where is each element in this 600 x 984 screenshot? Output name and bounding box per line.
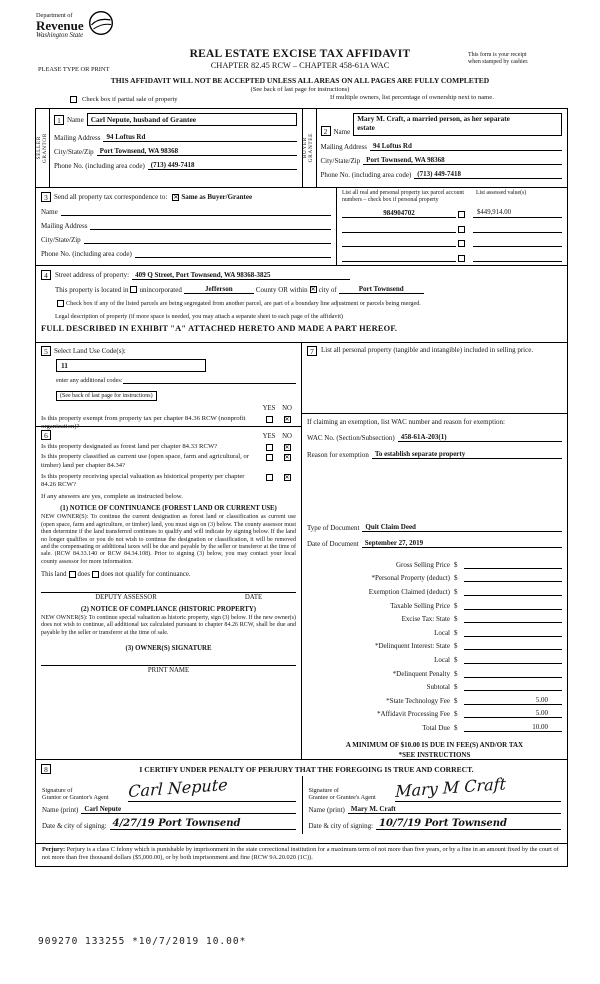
dollar-sign: $ <box>454 642 458 651</box>
reason-for-exemption-field[interactable]: To establish separate property <box>372 450 562 459</box>
parcel-numbers-header: List all real and personal property tax parcel account numbers – check box if personal property <box>342 190 465 203</box>
section-4-number: 4 <box>41 270 51 280</box>
parcel-number-field-3[interactable] <box>342 238 456 247</box>
additional-codes-field[interactable] <box>123 375 297 384</box>
current-use-no-checkbox[interactable]: ✕ <box>284 454 290 462</box>
grantee-signature-block <box>302 776 568 834</box>
buyer-vertical-label: BUYER <box>302 137 309 159</box>
logo-text-washington: Washington State <box>36 32 84 39</box>
grantee-mailing-field[interactable]: 94 Loftus Rd <box>370 142 562 151</box>
section-2-number: 2 <box>321 126 331 136</box>
fee-row-total-due <box>307 723 562 732</box>
grantor-name-label: Name <box>67 115 84 124</box>
fee-value-field[interactable] <box>464 587 562 596</box>
fee-row-state-technology-fee <box>307 696 562 705</box>
minimum-fee-note: A MINIMUM OF $10.00 IS DUE IN FEE(S) AND/OR TAX <box>345 741 524 749</box>
correspondence-name-field[interactable] <box>61 207 331 216</box>
assessed-value-field-3[interactable] <box>473 238 562 247</box>
receipt-note-line1: This form is your receipt <box>468 52 527 58</box>
dollar-sign: $ <box>454 696 458 705</box>
seller-vertical-label: SELLER <box>35 136 42 160</box>
grantee-date-city-field[interactable]: 10/7/19 Port Townsend <box>376 818 561 830</box>
parcel-number-field-1[interactable]: 984904702 <box>342 209 456 218</box>
current-use-question-row <box>41 453 296 470</box>
fee-row-subtotal <box>307 682 562 691</box>
grantee-signature-field[interactable] <box>394 774 562 802</box>
personal-property-list-label: List all personal property (tangible and intangible) included in selling price. <box>321 346 534 354</box>
receipt-note-line2: when stamped by cashier. <box>468 59 529 66</box>
fee-value-field[interactable]: 5.00 <box>464 696 562 705</box>
dollar-sign: $ <box>454 601 458 610</box>
deputy-assessor-line <box>41 592 296 601</box>
certify-statement: I CERTIFY UNDER PENALTY OF PERJURY THAT THE FOREGOING IS TRUE AND CORRECT. <box>139 764 474 774</box>
grantee-side-strip <box>303 109 317 187</box>
land-use-code-field[interactable]: 11 <box>56 359 206 372</box>
forest-land-yes-checkbox[interactable] <box>266 444 273 451</box>
current-use-question: Is this property classified as current use (open space, farm and agricultural, or timber) land per chapter 84.34? <box>41 453 249 469</box>
perjury-notice <box>36 843 567 866</box>
fee-label: Exemption Claimed (deduct) <box>368 588 450 597</box>
perjury-label: Perjury: <box>42 846 66 853</box>
exempt-no-checkbox[interactable]: ✕ <box>284 415 290 423</box>
no-header: NO <box>282 405 292 412</box>
section-6-number: 6 <box>41 430 51 440</box>
fee-value-field[interactable] <box>464 601 562 610</box>
this-land-label: This land <box>41 571 67 578</box>
assessed-value-field-1[interactable]: $449,914.00 <box>473 209 562 218</box>
unincorporated-checkbox[interactable] <box>130 286 137 293</box>
county-field[interactable]: Jefferson <box>184 285 254 294</box>
fee-row-personal-property-deduct <box>307 573 562 582</box>
assessed-value-field-2[interactable] <box>473 224 562 233</box>
date-of-document-label: Date of Document <box>307 540 359 549</box>
sections-5-6-7 <box>36 342 567 759</box>
type-of-document-label: Type of Document <box>307 524 360 533</box>
historical-yes-checkbox[interactable] <box>266 474 273 481</box>
dollar-sign: $ <box>454 710 458 719</box>
deputy-assessor-label: DEPUTY ASSESSOR <box>95 594 157 601</box>
exempt-question-label: Is this property exempt from property tax per chapter 84.36 RCW (nonprofit organization)? <box>41 414 246 430</box>
land-qualify-row <box>41 571 296 578</box>
fee-value-field[interactable]: 5.00 <box>464 709 562 718</box>
grantee-signature-label-line1: Signature of <box>308 786 339 794</box>
grantor-mailing-field[interactable]: 94 Loftus Rd <box>103 133 296 142</box>
correspondence-phone-field[interactable] <box>135 249 331 258</box>
grantee-section <box>302 109 568 187</box>
assessed-values-header: List assessed value(s) <box>476 190 527 196</box>
wac-number-field[interactable]: 458-61A-203(1) <box>398 433 562 442</box>
same-as-buyer-label: Same as Buyer/Grantee <box>181 193 253 201</box>
grantor-grantee-sections <box>36 109 567 187</box>
fee-label: *Personal Property (deduct) <box>371 574 450 583</box>
fee-value-field[interactable] <box>464 628 562 637</box>
cashier-stamp: 909270 133255 *10/7/2019 10.00* <box>38 936 247 947</box>
notice-of-continuance-text: NEW OWNER(S): To continue the current designation as forest land or classification as current use (open space, farm and agriculture, or timber) land, you must sign on (3) below. The county assessor must then determine if the land transferred continues to qualify and will indicate by signing below. If the land no longer qualifies or you do not wish to continue the designation or classification, it will be removed and the compensating or additional taxes will be due and payable by the seller or transferor at the time of sale. (RCW 84.33.140 or RCW 84.34.108). Prior to signing (3) below, you may contact your local county assessor for more information. <box>41 514 296 565</box>
fee-value-field[interactable] <box>464 669 562 678</box>
parcel-row-2 <box>342 224 562 233</box>
personal-property-checkbox-4[interactable] <box>458 255 465 262</box>
yes-header: YES <box>262 405 276 412</box>
grantee-mailing-label: Mailing Address <box>320 142 367 151</box>
type-of-document-field[interactable]: Quit Claim Deed <box>362 523 562 532</box>
grantee-signature-label <box>309 787 395 803</box>
fee-value-field[interactable] <box>464 560 562 569</box>
section-1-number: 1 <box>54 115 64 125</box>
additional-codes-label: enter any additional codes: <box>56 377 123 384</box>
exempt-yes-checkbox[interactable] <box>266 416 273 423</box>
yes-header-6: YES <box>262 433 276 440</box>
parcel-number-field-2[interactable] <box>342 224 456 233</box>
section-8 <box>36 759 567 843</box>
fee-value-field[interactable]: 10.00 <box>464 723 562 732</box>
fee-value-field[interactable] <box>464 573 562 582</box>
same-as-buyer-checkbox[interactable]: ✕ <box>173 193 179 201</box>
section-6 <box>36 427 301 759</box>
parcel-number-field-4[interactable] <box>342 253 456 262</box>
fee-label: Excise Tax: State <box>401 615 450 624</box>
form-chapter: CHAPTER 82.45 RCW – CHAPTER 458-61A WAC <box>210 61 390 70</box>
dollar-sign: $ <box>454 683 458 692</box>
historical-question-row <box>41 473 296 490</box>
dollar-sign: $ <box>454 615 458 624</box>
section-5-number: 5 <box>41 346 51 356</box>
grantor-citystatezip-label: City/State/Zip <box>54 148 94 156</box>
does-qualify-checkbox[interactable] <box>69 571 76 578</box>
section-8-number: 8 <box>41 764 51 774</box>
located-in-label: This property is located in <box>55 285 129 294</box>
fee-row-exemption-claimed <box>307 587 562 596</box>
grantor-side-strip <box>36 109 50 187</box>
grantee-signature-label-line2: Grantee or Grantee's Agent <box>308 794 376 802</box>
if-yes-note: If any answers are yes, complete as instructed below. <box>41 493 183 501</box>
grantee-citystatezip-field[interactable]: Port Townsend, WA 98368 <box>363 156 562 165</box>
grantor-signature-label-line1: Signature of <box>42 786 73 794</box>
grantor-date-city-field[interactable]: 4/27/19 Port Townsend <box>110 818 296 830</box>
grantee-citystatezip-label: City/State/Zip <box>320 156 361 165</box>
notice-of-compliance-text: NEW OWNER(S): To continue special valuation as historic property, sign (3) below. If the new owner(s) does not wish to continue, all additional tax calculated pursuant to chapter 84.26 RCW, shall be due and payable by the seller or transferor at the time of sale. <box>41 615 296 636</box>
wac-number-label: WAC No. (Section/Subsection) <box>307 433 395 442</box>
forest-land-question: Is this property designated as forest land per chapter 84.33 RCW? <box>41 442 218 450</box>
grantee-name-print-label: Name (print) <box>308 806 345 814</box>
correspondence-citystatezip-label: City/State/Zip <box>41 236 81 244</box>
receipt-note <box>468 52 570 67</box>
personal-property-checkbox-2[interactable] <box>458 226 465 233</box>
grantor-phone-label: Phone No. (including area code) <box>54 162 145 170</box>
send-correspondence-label: Send all property tax correspondence to: <box>54 193 168 201</box>
partial-sale-label: Check box if partial sale of property <box>82 96 178 103</box>
affidavit-form <box>35 108 568 867</box>
perjury-text: Perjury is a class C felony which is punishable by imprisonment in the state correctional institution for a maximum term of not more than five years, or by a fine in an amount fixed by the court of not more than five thousand dollars ($5,000.00), or by both imprisonment and fine (RCW 9A.20.020 (1C)). <box>42 846 559 862</box>
grantee-vertical-label: GRANTEE <box>308 133 314 163</box>
current-use-yes-checkbox[interactable] <box>266 454 273 461</box>
grantor-name-field[interactable]: Carl Nepute, husband of Grantee <box>87 113 297 126</box>
forest-land-no-checkbox[interactable]: ✕ <box>284 443 290 451</box>
fee-row-excise-tax-state <box>307 614 562 623</box>
city-field[interactable]: Port Townsend <box>339 285 424 294</box>
grantee-phone-label: Phone No. (including area code) <box>320 170 412 179</box>
fee-row-delinquent-interest-state <box>307 641 562 650</box>
fee-label: Subtotal <box>426 683 450 692</box>
dollar-sign: $ <box>454 560 458 569</box>
grantor-mailing-label: Mailing Address <box>54 134 101 142</box>
segregated-checkbox[interactable] <box>57 300 64 307</box>
section-7 <box>302 343 567 759</box>
fee-label: *Delinquent Penalty <box>392 669 450 678</box>
grantee-signature: Mary M Craft <box>394 774 506 801</box>
dollar-sign: $ <box>454 574 458 583</box>
dollar-sign: $ <box>454 588 458 597</box>
fee-label: *State Technology Fee <box>386 696 450 705</box>
section-4 <box>36 265 567 342</box>
dollar-sign: $ <box>454 724 458 732</box>
reason-for-exemption-label: Reason for exemption <box>307 450 369 459</box>
legal-description-label: Legal description of property (if more space is needed, you may attach a separate sheet to each page of the affidavit) <box>55 312 343 320</box>
fee-label: Taxable Selling Price <box>390 601 450 610</box>
grantor-section <box>36 109 302 187</box>
city-of-label: city of <box>318 285 337 294</box>
fee-value-field[interactable] <box>464 614 562 623</box>
fee-value-field[interactable] <box>464 682 562 691</box>
grantee-name-line1: Mary M. Craft, a married person, as her separate <box>357 115 510 123</box>
segregated-label: Check box if any of the listed parcels are being segregated from another parcel, are part of a boundary line adjustment or parcels being merged. <box>66 300 421 307</box>
grantor-vertical-label: GRANTOR <box>41 132 48 164</box>
multiple-owners-note: If multiple owners, list percentage of ownership next to name. <box>330 94 494 101</box>
fee-table <box>302 555 567 732</box>
partial-sale-row <box>68 96 178 103</box>
see-instructions-note: *SEE INSTRUCTIONS <box>398 751 471 759</box>
does-label: does <box>77 571 90 578</box>
fee-row-gross-selling-price <box>307 560 562 569</box>
section-5 <box>36 343 301 430</box>
fee-value-field[interactable] <box>464 641 562 650</box>
legal-description-field[interactable]: FULL DESCRIBED IN EXHIBIT "A" ATTACHED HERETO AND MADE A PART HEREOF. <box>41 323 398 333</box>
fee-value-field[interactable] <box>464 655 562 664</box>
fee-label: *Delinquent Interest: State <box>374 642 450 651</box>
notice-of-continuance-title: (1) NOTICE OF CONTINUANCE (FOREST LAND OR CURRENT USE) <box>60 505 277 513</box>
forest-land-question-row <box>41 443 296 451</box>
grantee-date-city-label: Date & city of signing: <box>308 822 374 830</box>
section-7-number: 7 <box>307 346 317 356</box>
grantee-name-field[interactable] <box>353 113 562 136</box>
parcel-row-3 <box>342 238 562 247</box>
grantor-date-city-label: Date & city of signing: <box>42 822 107 830</box>
fee-row-affidavit-processing-fee <box>307 709 562 718</box>
print-name-label: PRINT NAME <box>147 667 190 675</box>
section-5-yes-no-header <box>41 405 296 412</box>
grantor-signature-block <box>36 776 302 834</box>
city-of-checkbox[interactable]: ✕ <box>310 286 316 293</box>
personal-property-checkbox-1[interactable] <box>458 211 465 218</box>
correspondence-mailing-label: Mailing Address <box>41 222 88 230</box>
not-accepted-warning: THIS AFFIDAVIT WILL NOT BE ACCEPTED UNLESS ALL AREAS ON ALL PAGES ARE FULLY COMPLETED <box>110 76 490 85</box>
grantor-name-print-field[interactable]: Carl Nepute <box>81 805 295 814</box>
date-label: DATE <box>244 594 263 601</box>
grantee-name-line2: estate <box>357 124 375 133</box>
section-3-number: 3 <box>41 192 51 202</box>
does-not-qualify-checkbox[interactable] <box>92 571 99 578</box>
historical-no-checkbox[interactable]: ✕ <box>284 473 290 481</box>
correspondence-mailing-field[interactable] <box>90 221 331 230</box>
grantor-signature: Carl Nepute <box>128 774 228 801</box>
grantor-signature-label-line2: Grantor or Grantor's Agent <box>42 794 109 802</box>
fee-label: Local <box>434 656 450 665</box>
logo-text-department: Department of <box>36 12 73 19</box>
dor-logo <box>36 12 114 39</box>
owners-signature-label: (3) OWNER(S) SIGNATURE <box>125 645 212 653</box>
no-header-6: NO <box>282 433 292 440</box>
form-title: REAL ESTATE EXCISE TAX AFFIDAVIT <box>189 48 411 60</box>
personal-property-checkbox-3[interactable] <box>458 240 465 247</box>
fee-label: Gross Selling Price <box>395 560 450 569</box>
please-type-or-print: PLEASE TYPE OR PRINT <box>38 66 110 73</box>
parcel-row-1 <box>342 209 562 218</box>
grantor-signature-field[interactable] <box>128 774 296 802</box>
dollar-sign: $ <box>454 628 458 637</box>
parcel-row-4 <box>342 253 562 262</box>
correspondence-name-label: Name <box>41 208 58 216</box>
grantee-phone-field[interactable]: (713) 449-7418 <box>414 170 562 179</box>
unincorporated-label: unincorporated <box>139 285 182 294</box>
see-back-note: (See back of last page for instructions) <box>250 85 350 93</box>
grantor-name-print-label: Name (print) <box>42 806 79 814</box>
assessed-value-field-4[interactable] <box>473 253 562 262</box>
fee-row-taxable-selling-price <box>307 601 562 610</box>
date-of-document-field[interactable]: September 27, 2019 <box>362 539 562 548</box>
section-3 <box>36 187 567 265</box>
historical-question: Is this property receiving special valuation as historical property per chapter 84.26 RCW? <box>41 472 245 488</box>
does-not-label: does not qualify for continuance. <box>100 571 191 578</box>
exemption-note: If claiming an exemption, list WAC number and reason for exemption: <box>307 417 505 426</box>
fee-label: *Affidavit Processing Fee <box>377 710 450 719</box>
grantor-phone-field[interactable]: (713) 449-7418 <box>148 161 297 170</box>
fee-row-delinquent-penalty <box>307 669 562 678</box>
dollar-sign: $ <box>454 656 458 665</box>
street-address-field[interactable]: 409 Q Street, Port Townsend, WA 98368-3825 <box>132 271 350 280</box>
street-address-label: Street address of property: <box>55 271 130 279</box>
fee-label: Total Due <box>422 724 450 732</box>
partial-sale-checkbox[interactable] <box>70 96 77 103</box>
fee-row-excise-tax-local <box>307 628 562 637</box>
grantee-name-print-field[interactable]: Mary M. Craft <box>348 805 561 814</box>
notice-of-compliance-title: (2) NOTICE OF COMPLIANCE (HISTORIC PROPERTY) <box>80 606 257 613</box>
correspondence-citystatezip-field[interactable] <box>84 235 331 244</box>
dor-seal-icon <box>88 10 114 36</box>
fee-row-delinquent-interest-local <box>307 655 562 664</box>
grantor-citystatezip-field[interactable]: Port Townsend, WA 98368 <box>97 147 297 156</box>
grantor-signature-label <box>42 787 128 803</box>
county-or-within-label: County OR within <box>255 285 308 294</box>
correspondence-phone-label: Phone No. (including area code) <box>41 250 132 258</box>
section-6-yes-no-header <box>260 433 296 440</box>
see-back-instructions-note: (See back of last page for instructions) <box>56 391 157 401</box>
owners-signature-field[interactable] <box>41 654 296 666</box>
logo-text-revenue: Revenue <box>36 18 84 33</box>
grantee-name-label: Name <box>333 127 351 136</box>
fee-label: Local <box>434 628 450 637</box>
dollar-sign: $ <box>454 669 458 678</box>
land-use-code-label: Select Land Use Code(s): <box>54 347 126 355</box>
